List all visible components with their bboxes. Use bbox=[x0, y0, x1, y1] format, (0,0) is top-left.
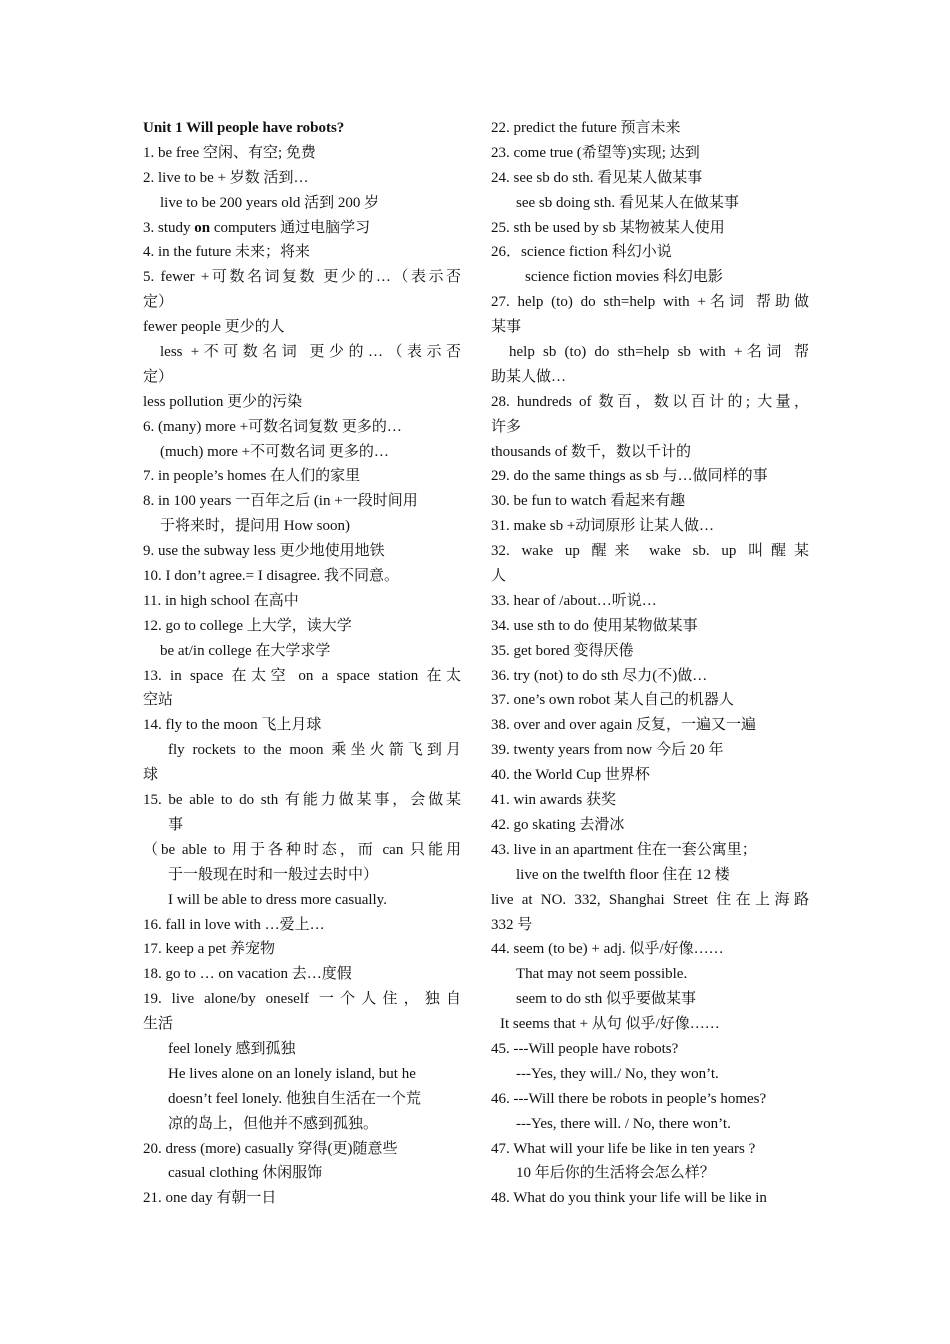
vocab-line: 42. go skating 去滑冰 bbox=[491, 816, 625, 833]
example-sentence: He lives alone on an lonely island, but he bbox=[168, 1065, 416, 1082]
vocab-line: 30. be fun to watch 看起来有趣 bbox=[491, 493, 686, 510]
example-sentence: I will be able to dress more casually. bbox=[168, 891, 387, 908]
vocab-line: 23. come true (希望等)实现; 达到 bbox=[491, 144, 700, 161]
vocab-line: 37. one’s own robot 某人自己的机器人 bbox=[491, 692, 734, 709]
vocab-line: 26．science fiction 科幻小说 bbox=[491, 244, 672, 261]
vocab-line: 某事 bbox=[491, 319, 522, 336]
vocab-line: live on the twelfth floor 住在 12 楼 bbox=[516, 866, 730, 883]
vocab-line: 空站 bbox=[143, 692, 174, 709]
vocab-line: 6. (many) more +可数名词复数 更多的… bbox=[143, 418, 402, 435]
vocab-line: 27. help (to) do sth=help with +名词 帮助做 bbox=[491, 294, 809, 311]
vocab-line: 助某人做… bbox=[491, 368, 567, 385]
vocab-line: 40. the World Cup 世界杯 bbox=[491, 767, 650, 784]
vocab-line: 12. go to college 上大学，读大学 bbox=[143, 617, 352, 634]
vocab-line: 20. dress (more) casually 穿得(更)随意些 bbox=[143, 1140, 398, 1157]
vocab-line: 15. be able to do sth 有能力做某事，会做某 bbox=[143, 792, 461, 809]
vocab-line: seem to do sth 似乎要做某事 bbox=[516, 991, 696, 1008]
dialogue-line: 45. ---Will people have robots? bbox=[491, 1040, 679, 1057]
vocab-line: 332 号 bbox=[491, 916, 533, 933]
vocab-line: 21. one day 有朝一日 bbox=[143, 1190, 277, 1207]
vocab-line: help sb (to) do sth=help sb with +名词 帮 bbox=[509, 344, 809, 361]
vocab-line: 35. get bored 变得厌倦 bbox=[491, 642, 634, 659]
vocab-line: 43. live in an apartment 住在一套公寓里； bbox=[491, 841, 757, 858]
vocab-line: （be able to 用于各种时态，而 can 只能用 bbox=[143, 841, 461, 858]
vocab-line: 5. fewer +可数名词复数 更少的…（表示否 bbox=[143, 269, 461, 286]
vocab-line: be at/in college 在大学求学 bbox=[160, 642, 331, 659]
vocab-line: (much) more +不可数名词 更多的… bbox=[160, 443, 389, 460]
vocab-line: 人 bbox=[491, 568, 507, 585]
dialogue-line: 47. What will your life be like in ten years ? bbox=[491, 1140, 756, 1157]
vocab-line: 31. make sb +动词原形 让某人做… bbox=[491, 518, 715, 535]
vocab-line: feel lonely 感到孤独 bbox=[168, 1040, 296, 1057]
vocab-line: 7. in people’s homes 在人们的家里 bbox=[143, 468, 361, 485]
vocab-line: see sb doing sth. 看见某人在做某事 bbox=[516, 194, 739, 211]
vocab-line: 18. go to … on vacation 去…度假 bbox=[143, 966, 352, 983]
vocab-line: 28. hundreds of 数百，数以百计的; 大量， bbox=[491, 393, 809, 410]
vocab-line: 34. use sth to do 使用某物做某事 bbox=[491, 617, 698, 634]
vocab-line: 4. in the future 未来；将来 bbox=[143, 244, 311, 261]
vocab-line: 许多 bbox=[491, 418, 522, 435]
vocab-line: 29. do the same things as sb 与…做同样的事 bbox=[491, 468, 768, 485]
vocab-line: 41. win awards 获奖 bbox=[491, 792, 616, 809]
vocab-line: 13. in space 在太空 on a space station 在太 bbox=[143, 667, 461, 684]
vocab-line: 38. over and over again 反复，一遍又一遍 bbox=[491, 717, 756, 734]
vocab-line: 39. twenty years from now 今后 20 年 bbox=[491, 742, 724, 759]
dialogue-line: 48. What do you think your life will be like in bbox=[491, 1190, 767, 1207]
dialogue-line: 46. ---Will there be robots in people’s homes? bbox=[491, 1090, 767, 1107]
vocab-line: 44. seem (to be) + adj. 似乎/好像…… bbox=[491, 941, 724, 958]
vocab-line: fly rockets to the moon 乘坐火箭飞到月 bbox=[168, 742, 461, 759]
vocab-line: 16. fall in love with …爱上… bbox=[143, 916, 325, 933]
vocab-line: 生活 bbox=[143, 1016, 174, 1033]
vocab-line: 19. live alone/by oneself 一个人住，独自 bbox=[143, 991, 461, 1008]
dialogue-line: 10 年后你的生活将会怎么样？ bbox=[516, 1165, 715, 1182]
vocab-line: 定） bbox=[143, 294, 174, 311]
vocab-line: fewer people 更少的人 bbox=[143, 319, 285, 336]
dialogue-line: ---Yes, there will. / No, there won’t. bbox=[516, 1115, 731, 1132]
vocab-line: 定） bbox=[143, 368, 174, 385]
vocab-text: computers 通过电脑学习 bbox=[210, 219, 371, 236]
vocab-line: thousands of 数千，数以千计的 bbox=[491, 443, 691, 460]
vocab-line: It seems that + 从句 似乎/好像…… bbox=[500, 1016, 720, 1033]
vocab-line: 于将来时，提问用 How soon) bbox=[160, 518, 350, 535]
unit-title: Unit 1 Will people have robots? bbox=[143, 120, 345, 136]
vocab-line: 11. in high school 在高中 bbox=[143, 592, 299, 609]
right-column bbox=[491, 116, 809, 1211]
example-sentence: doesn’t feel lonely. 他独自生活在一个荒 bbox=[168, 1090, 421, 1107]
vocab-line: live at NO. 332, Shanghai Street 住在上海路 bbox=[491, 891, 809, 908]
vocab-line: science fiction movies 科幻电影 bbox=[525, 269, 723, 286]
left-column bbox=[143, 116, 461, 1211]
vocab-line: 25. sth be used by sb 某物被某人使用 bbox=[491, 219, 725, 236]
example-sentence: That may not seem possible. bbox=[516, 966, 688, 983]
vocab-line: 8. in 100 years 一百年之后 (in +一段时间用 bbox=[143, 493, 418, 510]
bold-preposition: on bbox=[194, 219, 211, 236]
vocab-line: 33. hear of /about…听说… bbox=[491, 592, 657, 609]
vocab-line: 2. live to be + 岁数 活到… bbox=[143, 169, 309, 186]
vocab-line: casual clothing 休闲服饰 bbox=[168, 1165, 323, 1182]
vocab-line: 事 bbox=[168, 816, 184, 833]
vocab-line: 14. fly to the moon 飞上月球 bbox=[143, 717, 322, 734]
vocab-text: 3. study bbox=[143, 219, 195, 236]
vocab-line: 36. try (not) to do sth 尽力(不)做… bbox=[491, 667, 708, 684]
vocab-line: 10. I don’t agree.= I disagree. 我不同意。 bbox=[143, 568, 400, 585]
vocab-line: 17. keep a pet 养宠物 bbox=[143, 941, 276, 958]
dialogue-line: ---Yes, they will./ No, they won’t. bbox=[516, 1065, 719, 1082]
vocab-line: 于一般现在时和一般过去时中） bbox=[168, 866, 379, 883]
vocab-line bbox=[143, 216, 461, 241]
vocab-line: less pollution 更少的污染 bbox=[143, 393, 303, 410]
vocab-line: 9. use the subway less 更少地使用地铁 bbox=[143, 543, 385, 560]
vocab-line: 球 bbox=[143, 767, 159, 784]
vocab-line: 22. predict the future 预言未来 bbox=[491, 120, 681, 136]
vocab-line: less +不可数名词 更少的…（表示否 bbox=[160, 344, 461, 361]
vocab-line: live to be 200 years old 活到 200 岁 bbox=[160, 194, 380, 211]
vocab-line: 1. be free 空闲、有空; 免费 bbox=[143, 144, 316, 161]
vocab-line: 32. wake up 醒来 wake sb. up 叫醒某 bbox=[491, 543, 809, 560]
vocab-line: 24. see sb do sth. 看见某人做某事 bbox=[491, 169, 703, 186]
example-sentence: 凉的岛上，但他并不感到孤独。 bbox=[168, 1115, 379, 1132]
